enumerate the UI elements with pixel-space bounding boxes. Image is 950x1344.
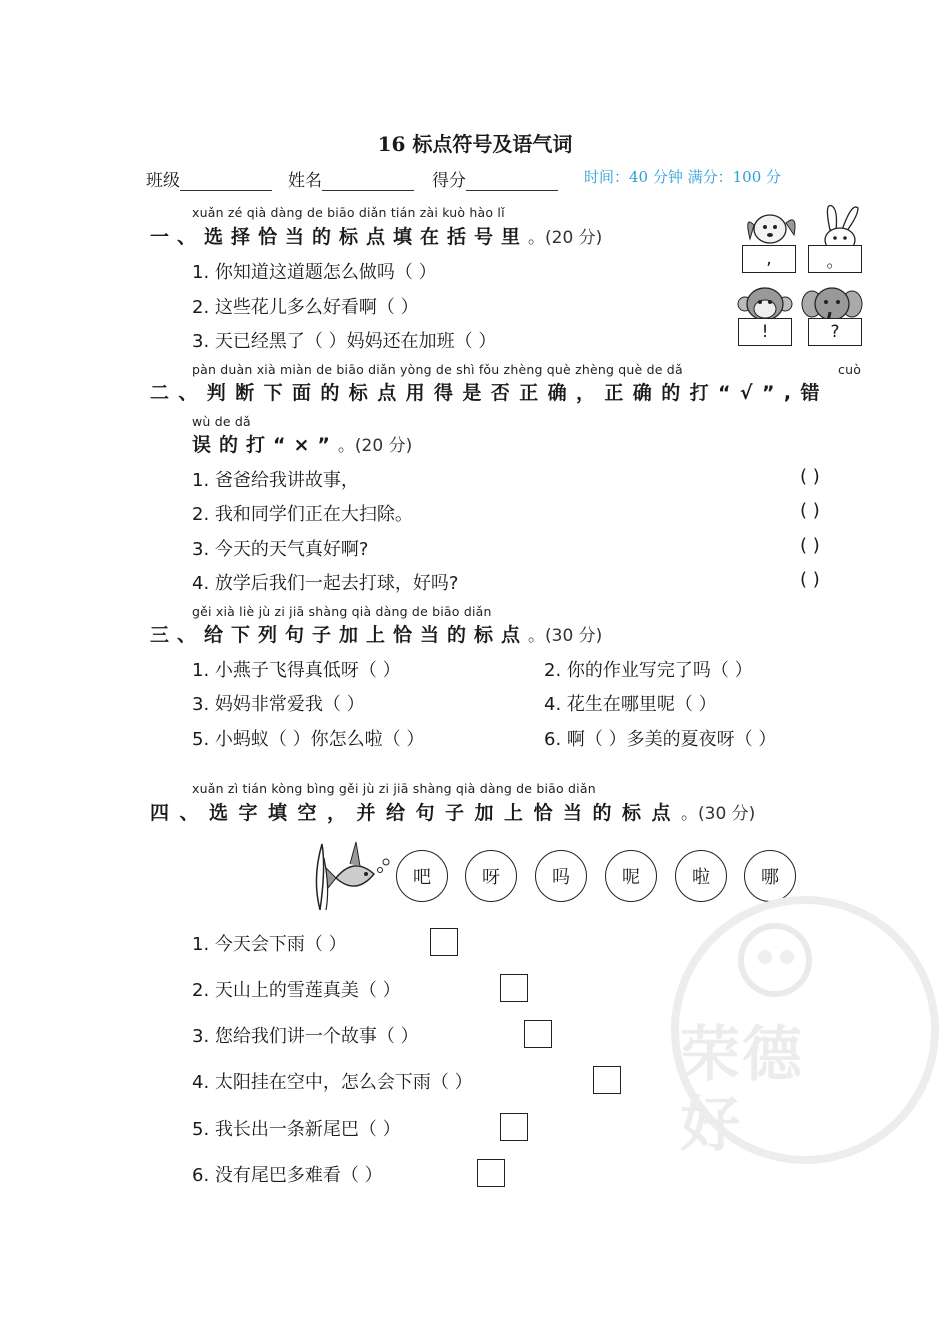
s1-item-1: 1. 你知道这道题怎么做吗（ ）: [192, 262, 437, 283]
s1-heading-text: 一、选择恰当的标点填在括号里: [150, 226, 529, 248]
page-title: 16 标点符号及语气词: [377, 132, 573, 156]
score-blank[interactable]: [466, 172, 558, 191]
time-text: 时间：40 分钟 满分：100 分: [584, 168, 782, 186]
s2-item-1: 1. 爸爸给我讲故事，: [192, 470, 359, 491]
s3-item-3: 3. 妈妈非常爱我（ ）: [192, 694, 365, 715]
class-label: 班级: [146, 171, 180, 191]
s2-heading-1: [150, 378, 829, 405]
s4-item-6: 6. 没有尾巴多难看（ ）: [192, 1165, 383, 1186]
s4-answer-box-5[interactable]: [500, 1113, 528, 1141]
s2-item-4: 4. 放学后我们一起去打球，好吗?: [192, 573, 459, 594]
watermark-text: 荣德好: [680, 1020, 804, 1160]
s4-heading: [150, 798, 755, 825]
s1-pinyin: xuǎn zé qià dàng de biāo diǎn tián zài kuò hào lǐ: [192, 205, 505, 220]
s2-score: 。(20 分): [337, 436, 413, 456]
name-label: 姓名: [288, 171, 322, 191]
s4-answer-box-3[interactable]: [524, 1020, 552, 1048]
s3-heading: [150, 620, 602, 647]
s3-heading-text: 三、给下列句子加上恰当的标点: [150, 624, 529, 646]
s2-answer-1[interactable]: ( ): [800, 466, 820, 487]
s2-heading-1-text: 二、判断下面的标点用得是否正确，正确的打“√”,错: [150, 382, 829, 404]
s4-answer-box-6[interactable]: [477, 1159, 505, 1187]
s4-answer-box-4[interactable]: [593, 1066, 621, 1094]
s2-pinyin-1: pàn duàn xià miàn de biāo diǎn yòng de shì fǒu zhèng què zhèng què de dǎ: [192, 362, 683, 377]
score-field: [432, 166, 568, 191]
sign-exclamation: !: [738, 318, 792, 346]
time-info: [578, 166, 781, 187]
sign-period: 。: [808, 245, 862, 273]
s4-score: 。(30 分): [681, 804, 756, 824]
s4-answer-box-2[interactable]: [500, 974, 528, 1002]
s3-item-5: 5. 小蚂蚁（ ）你怎么啦（ ）: [192, 729, 425, 750]
char-bubble-5: 啦: [675, 850, 727, 902]
s1-heading: [150, 222, 602, 249]
s2-item-3: 3. 今天的天气真好啊?: [192, 539, 369, 560]
s2-answer-2[interactable]: ( ): [800, 500, 820, 521]
score-label: 得分: [432, 171, 466, 191]
class-field: [146, 166, 282, 191]
fish-illustration-icon: [308, 838, 394, 912]
s3-item-1: 1. 小燕子飞得真低呀（ ）: [192, 660, 401, 681]
s4-pinyin: xuǎn zì tián kòng bìng gěi jù zi jiā shàng qià dàng de biāo diǎn: [192, 781, 596, 796]
char-bubble-2: 呀: [465, 850, 517, 902]
s3-item-2: 2. 你的作业写完了吗（ ）: [544, 660, 753, 681]
char-bubble-1: 吧: [396, 850, 448, 902]
char-bubble-3: 吗: [535, 850, 587, 902]
char-bubble-6: 哪: [744, 850, 796, 902]
sign-question: ?: [808, 318, 862, 346]
s3-score: 。(30 分): [528, 626, 603, 646]
name-field: [288, 166, 424, 191]
sign-comma: ,: [742, 245, 796, 273]
s3-item-4: 4. 花生在哪里呢（ ）: [544, 694, 717, 715]
char-bubble-4: 呢: [605, 850, 657, 902]
s2-pinyin-2: wù de dǎ: [192, 414, 251, 429]
s1-score: 。(20 分): [528, 228, 603, 248]
s4-heading-text: 四、选字填空，并给句子加上恰当的标点: [150, 802, 682, 824]
s3-item-6: 6. 啊（ ）多美的夏夜呀（ ）: [544, 729, 777, 750]
s4-item-1: 1. 今天会下雨（ ）: [192, 934, 347, 955]
s1-item-3: 3. 天已经黑了（ ）妈妈还在加班（ ）: [192, 331, 497, 352]
s2-heading-2-text: 误的打“×”: [192, 434, 338, 456]
s2-item-2: 2. 我和同学们正在大扫除。: [192, 504, 413, 525]
name-blank[interactable]: [322, 172, 414, 191]
s2-pinyin-cuo: cuò: [838, 362, 862, 377]
s4-answer-box-1[interactable]: [430, 928, 458, 956]
s4-item-5: 5. 我长出一条新尾巴（ ）: [192, 1119, 401, 1140]
class-blank[interactable]: [180, 172, 272, 191]
s4-item-4: 4. 太阳挂在空中，怎么会下雨（ ）: [192, 1072, 473, 1093]
s4-item-2: 2. 天山上的雪莲真美（ ）: [192, 980, 401, 1001]
s4-item-3: 3. 您给我们讲一个故事（ ）: [192, 1026, 419, 1047]
s2-heading-2: [192, 430, 412, 457]
s1-item-2: 2. 这些花儿多么好看啊（ ）: [192, 297, 419, 318]
s3-pinyin: gěi xià liè jù zi jiā shàng qià dàng de biāo diǎn: [192, 604, 492, 619]
s2-answer-4[interactable]: ( ): [800, 569, 820, 590]
s2-answer-3[interactable]: ( ): [800, 535, 820, 556]
